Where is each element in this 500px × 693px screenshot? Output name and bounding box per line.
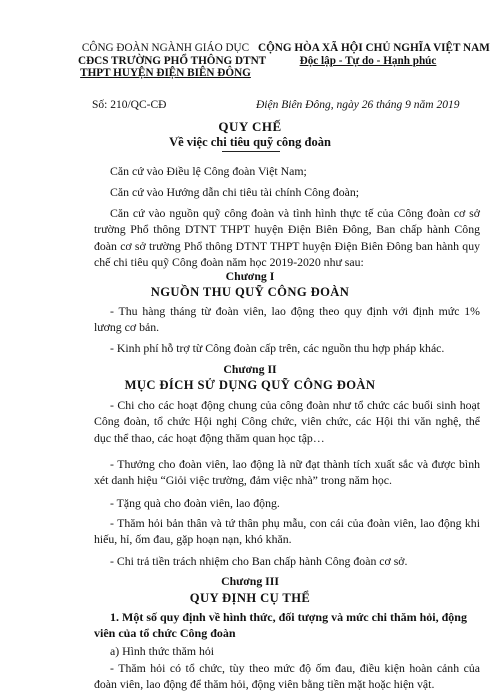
- motto: Độc lập - Tự do - Hạnh phúc: [299, 54, 437, 67]
- list-item: - Thăm hỏi có tổ chức, tùy theo mức độ ốm đau, điều kiện hoàn cảnh của đoàn viên, lao động để thăm hỏi, động viên bằng tiền mặt hoặc hiện vật.: [94, 661, 480, 692]
- preamble-paragraph: Căn cứ vào Điều lệ Công đoàn Việt Nam;: [110, 164, 307, 178]
- place-date: Điện Biên Đông, ngày 26 tháng 9 năm 2019: [256, 99, 460, 111]
- chapter-label: Chương III: [221, 574, 279, 588]
- section-heading: 1. Một số quy định về hình thức, đối tượng và mức chi thăm hỏi, động viên của tổ chức Công đoàn: [94, 610, 467, 640]
- list-item: - Thu hàng tháng từ đoàn viên, lao động theo quy định với định mức 1% lương cơ bản.: [94, 304, 480, 335]
- list-item: - Thăm hỏi bản thân và tứ thân phụ mẫu, con cái của đoàn viên, lao động khi hiếu, hỉ, ốm đau, gặp hoạn nạn, khó khăn.: [94, 516, 480, 547]
- document-title: QUY CHẾ: [218, 119, 282, 134]
- org-line-3: THPT HUYỆN ĐIỆN BIÊN ĐÔNG: [80, 67, 251, 79]
- org-line-1: CÔNG ĐOÀN NGÀNH GIÁO DỤC: [81, 42, 250, 54]
- list-item: - Thưởng cho đoàn viên, lao động là nữ đạt thành tích xuất sắc và được bình xét danh hiệu “Giỏi việc trường, đảm việc nhà” trong năm học.: [94, 457, 480, 488]
- document-number: Số: 210/QC-CĐ: [92, 99, 167, 111]
- list-item: - Chi trả tiền trách nhiệm cho Ban chấp hành Công đoàn cơ sở.: [110, 554, 408, 568]
- org-line-2: CĐCS TRƯỜNG PHỔ THÔNG DTNT: [78, 54, 267, 67]
- subsection-heading: a) Hình thức thăm hỏi: [110, 644, 215, 658]
- national-motto: [258, 42, 490, 67]
- preamble-paragraph: Căn cứ vào nguồn quỹ công đoàn và tình hình thực tế của Công đoàn cơ sở trường Phổ thông DTNT THPT huyện Điện Biên Đông, Ban chấp hành Công đoàn cơ sở trường Phổ thông DTNT THPT huyện Điện Biên Đông ban hành quy chế chi tiêu quỹ Công đoàn năm học 2019-2020 như sau:: [94, 206, 480, 270]
- issuing-organization: [78, 42, 267, 80]
- preamble-paragraph: Căn cứ vào Hướng dẫn chi tiêu tài chính Công đoàn;: [110, 185, 360, 199]
- list-item: - Tặng quà cho đoàn viên, lao động.: [110, 496, 280, 510]
- list-item: - Chi cho các hoạt động chung của công đoàn như tổ chức các buổi sinh hoạt Công đoàn, tổ chức Hội nghị Công chức, viên chức, các Hội thi văn nghệ, thể dục thể thao, các hoạt động thăm quan học tập…: [94, 398, 480, 445]
- chapter-title: NGUỒN THU QUỸ CÔNG ĐOÀN: [150, 285, 350, 299]
- document-subtitle: Về việc chi tiêu quỹ công đoàn: [169, 135, 331, 149]
- chapter-label: Chương II: [223, 362, 277, 376]
- list-item: - Kinh phí hỗ trợ từ Công đoàn cấp trên, các nguồn thu hợp pháp khác.: [110, 341, 445, 355]
- country-name: CỘNG HÒA XÃ HỘI CHỦ NGHĨA VIỆT NAM: [258, 42, 490, 54]
- chapter-title: QUY ĐỊNH CỤ THỂ: [189, 591, 311, 605]
- chapter-title: MỤC ĐÍCH SỬ DỤNG QUỸ CÔNG ĐOÀN: [124, 378, 376, 392]
- chapter-label: Chương I: [225, 269, 275, 283]
- title-divider: [222, 151, 280, 152]
